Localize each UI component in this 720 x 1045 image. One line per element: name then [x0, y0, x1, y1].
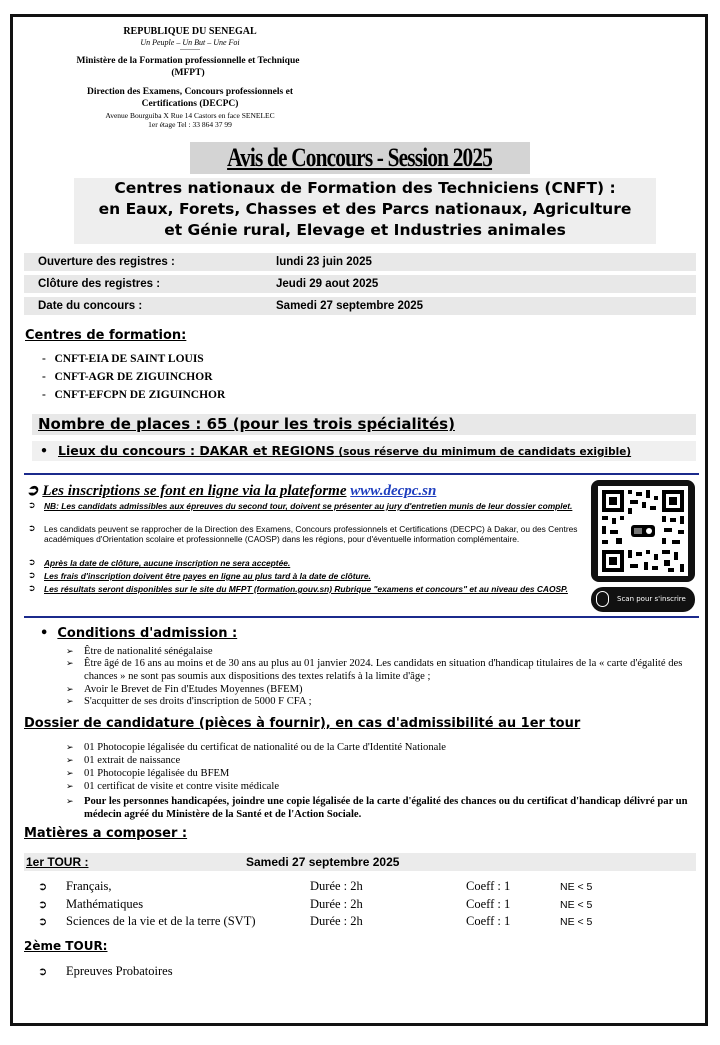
arrow-bullet-icon: ➢	[66, 647, 74, 657]
condition-item: Être âgé de 16 ans au moins et de 30 ans au plus au 01 janvier 2024. Les candidats en situation d'handicap titulaires de la « carte d'égalité des chances » ne sont pas soumis aux dispositions des textes relatifs à la limite d'âge ;	[84, 658, 683, 682]
tour1-date: Samedi 27 septembre 2025	[246, 855, 400, 869]
arrow-bullet-icon: ➢	[66, 782, 74, 792]
scan-button[interactable]	[591, 587, 695, 612]
condition-item: Être de nationalité sénégalaise	[84, 646, 213, 657]
arrow-icon: ➲	[28, 584, 36, 594]
arrow-bullet-icon: ➢	[66, 756, 74, 766]
platform-link[interactable]: www.decpc.sn	[350, 483, 437, 499]
subtitle-line: en Eaux, Forets, Chasses et des Parcs nationaux, Agriculture	[98, 200, 632, 218]
arrow-icon: ➲	[38, 915, 48, 928]
note-item: Les candidats peuvent se rapprocher de la Direction des Examens, Concours professionnels et Certifications (DECPC) à Dakar, ou des Centres académiques d'Orientation scolaire et professionnelle (CAOSP) dans les régions, pour d'éventuelle information complémentaire.	[44, 524, 578, 545]
arrow-icon: ➲	[26, 483, 39, 499]
subject-ne: NE < 5	[560, 881, 593, 893]
note-item: Après la date de clôture, aucune inscription ne sera acceptée.	[44, 558, 291, 568]
lieux-label: Lieux du concours : DAKAR et REGIONS	[58, 443, 335, 458]
matieres-title: Matières a composer :	[24, 826, 188, 841]
subject-coeff: Coeff : 1	[466, 879, 511, 893]
bullet-icon: •	[40, 443, 48, 458]
subtitle-line: et Génie rural, Elevage et Industries animales	[164, 221, 566, 239]
condition-item: Avoir le Brevet de Fin d'Etudes Moyennes (BFEM)	[84, 684, 303, 695]
arrow-icon: ➲	[28, 524, 36, 534]
dossier-item: Pour les personnes handicapées, joindre une copie légalisée de la carte d'égalité des chances ou du certificat d'handicap délivré par un médecin agréé du Ministère de la Santé et de l'Action Sociale.	[84, 796, 688, 820]
subject-duree: Durée : 2h	[310, 897, 363, 911]
dossier-item: 01 extrait de naissance	[84, 755, 181, 766]
lieux-box	[32, 441, 696, 461]
arrow-icon: ➲	[28, 558, 36, 568]
page-title: Avis de Concours - Session 2025	[227, 143, 493, 172]
arrow-bullet-icon: ➢	[66, 659, 74, 669]
dossier-item: 01 certificat de visite et contre visite médicale	[84, 781, 280, 792]
note-item: Les frais d'inscription doivent être payes en ligne au plus tard à la date de clôture.	[44, 571, 371, 581]
qr-code[interactable]	[591, 480, 695, 582]
places-box	[32, 414, 696, 435]
centre-item: - CNFT-EIA DE SAINT LOUIS	[42, 353, 204, 365]
header-motto: Un Peuple – Un But – Une Foi	[140, 38, 240, 47]
places-note: (pour les trois spécialités)	[227, 415, 455, 433]
date-label: Ouverture des registres :	[38, 256, 175, 268]
arrow-bullet-icon: ➢	[66, 685, 74, 695]
dossier-item: 01 Photocopie légalisée du certificat de nationalité ou de la Carte d'Identité Nationale	[84, 742, 446, 753]
inscriptions-title: ➲ Les inscriptions se font en ligne via la plateforme www.decpc.sn	[26, 483, 437, 499]
arrow-bullet-icon: ➢	[66, 769, 74, 779]
header-republic: REPUBLIQUE DU SENEGAL	[123, 26, 257, 37]
date-row	[24, 275, 696, 293]
tour2-label: 2ème TOUR:	[24, 939, 108, 953]
arrow-icon: ➲	[38, 880, 48, 893]
divider	[24, 616, 699, 618]
note-item: NB: Les candidats admissibles aux épreuves du second tour, doivent se présenter au jury d'entretien munis de leur dossier complet.	[44, 501, 573, 511]
date-value: lundi 23 juin 2025	[276, 256, 372, 268]
centre-item: - CNFT-AGR DE ZIGUINCHOR	[42, 371, 213, 383]
arrow-bullet-icon: ➢	[66, 797, 74, 807]
subject-ne: NE < 5	[560, 916, 593, 928]
tour2-item: Epreuves Probatoires	[66, 964, 173, 978]
subject-duree: Durée : 2h	[310, 914, 363, 928]
header-address	[60, 111, 320, 129]
centres-title: Centres de formation:	[25, 328, 187, 343]
dates-table	[24, 253, 696, 319]
subject-ne: NE < 5	[560, 899, 593, 911]
qr-code-icon	[598, 486, 688, 576]
phone-icon	[596, 591, 609, 607]
subtitle-line: Centres nationaux de Formation des Techniciens (CNFT) :	[114, 179, 616, 197]
tour1-label: 1er TOUR :	[26, 855, 89, 869]
date-row	[24, 297, 696, 315]
conditions-title: • Conditions d'admission :	[40, 626, 238, 641]
scan-label: Scan pour s'inscrire	[617, 595, 686, 603]
arrow-icon: ➲	[28, 501, 36, 511]
date-label: Date du concours :	[38, 300, 143, 312]
header-ministry: Ministère de la Formation professionnelle et Technique (MFPT)	[76, 56, 300, 78]
arrow-icon: ➲	[28, 571, 36, 581]
places-label: Nombre de places : 65	[38, 415, 228, 433]
address-line: Avenue Bourguiba X Rue 14 Castors en face SENELEC	[105, 111, 275, 120]
header-direction: Direction des Examens, Concours professionnels et Certifications (DECPC)	[86, 87, 293, 109]
subject-name: Sciences de la vie et de la terre (SVT)	[66, 914, 256, 928]
subtitle-box	[74, 178, 656, 244]
subject-name: Mathématiques	[66, 897, 144, 911]
arrow-icon: ➲	[38, 898, 48, 911]
note-item: Les résultats seront disponibles sur le site du MFPT (formation.gouv.sn) Rubrique "examens et concours" et au niveau des CAOSP.	[44, 584, 568, 594]
arrow-bullet-icon: ➢	[66, 697, 74, 707]
date-label: Clôture des registres :	[38, 278, 161, 290]
subject-name: Français,	[66, 879, 112, 893]
tour1-row	[24, 853, 696, 871]
subject-coeff: Coeff : 1	[466, 914, 511, 928]
condition-item: S'acquitter de ses droits d'inscription de 5000 F CFA ;	[84, 696, 312, 707]
arrow-bullet-icon: ➢	[66, 743, 74, 753]
phone-line: 1er étage Tel : 33 864 37 99	[148, 120, 232, 129]
date-value: Jeudi 29 aout 2025	[276, 278, 379, 290]
lieux-note: (sous réserve du minimum de candidats exigible)	[334, 446, 632, 458]
date-row	[24, 253, 696, 271]
dossier-title: Dossier de candidature (pièces à fournir), en cas d'admissibilité au 1er tour	[24, 716, 581, 731]
date-value: Samedi 27 septembre 2025	[276, 300, 424, 312]
subject-coeff: Coeff : 1	[466, 897, 511, 911]
subject-duree: Durée : 2h	[310, 879, 363, 893]
arrow-icon: ➲	[38, 965, 48, 978]
divider	[24, 473, 699, 475]
dossier-item: 01 Photocopie légalisée du BFEM	[84, 768, 230, 779]
centre-item: - CNFT-EFCPN DE ZIGUINCHOR	[42, 389, 226, 401]
title-banner	[190, 142, 530, 174]
header-separator: ----------	[180, 47, 200, 53]
